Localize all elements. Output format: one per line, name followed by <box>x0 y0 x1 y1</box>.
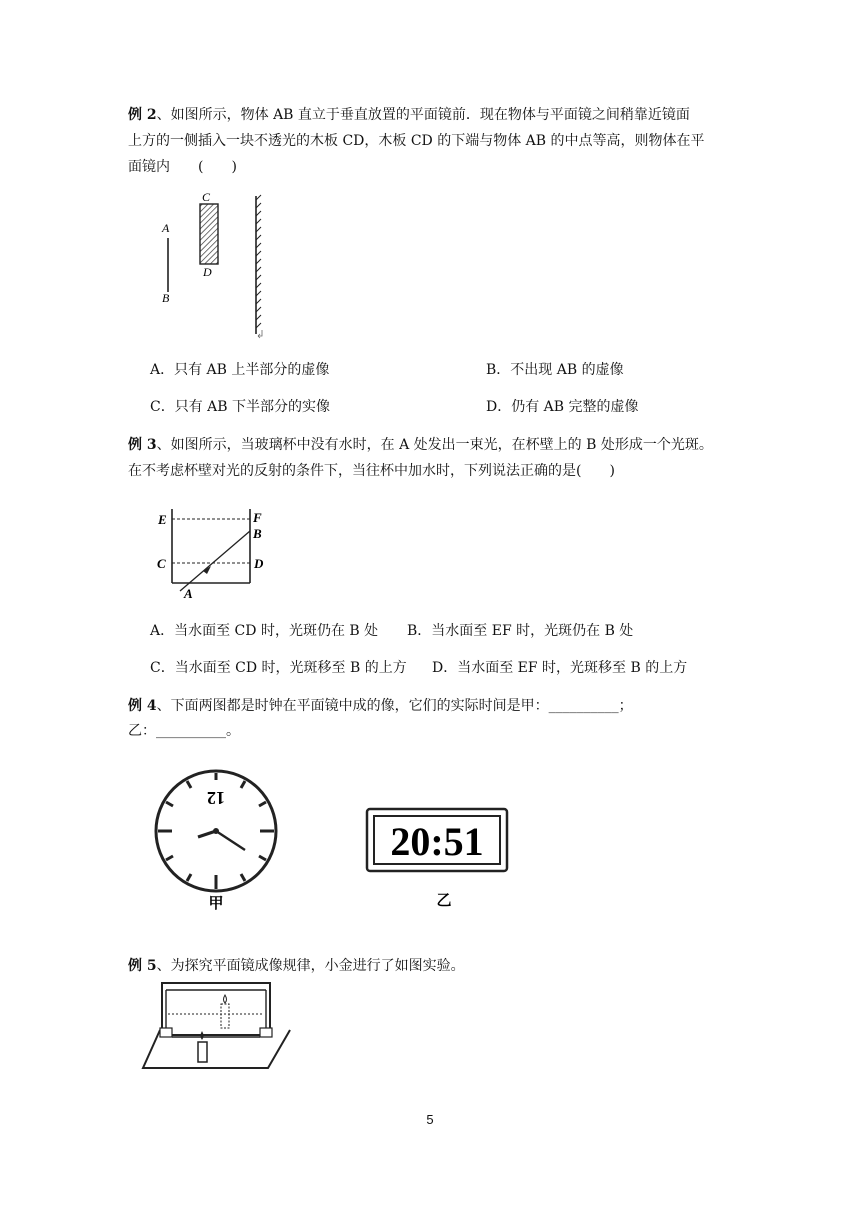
ex4-line-1: 例 4、下面两图都是时钟在平面镜中成的像，它们的实际时间是甲：__________； <box>128 698 633 714</box>
label-f: F <box>253 510 262 525</box>
ex3-option-c: C．当水面至 CD 时，光斑移至 B 的上方 <box>150 660 407 676</box>
ex2-option-b: B．不出现 AB 的虚像 <box>486 362 624 378</box>
label-b: B <box>162 291 170 305</box>
caption-jia: 甲 <box>208 896 224 912</box>
label-a: A <box>162 221 170 235</box>
ex3-line-2: 在不考虑杯壁对光的反射的条件下，当往杯中加水时，下列说法正确的是( ) <box>128 463 615 479</box>
board-cd <box>200 204 218 264</box>
ex3-label: 例 3 <box>128 437 157 453</box>
ex2-option-a: A．只有 AB 上半部分的虚像 <box>150 362 330 378</box>
analog-clock-mirror-image <box>150 768 290 913</box>
ex2-line-3: 面镜内 ( ) <box>128 159 237 175</box>
ex3-line-1: 例 3、如图所示，当玻璃杯中没有水时，在 A 处发出一束光，在杯壁上的 B 处形成一个光斑。 <box>128 437 713 453</box>
ex5-label: 例 5 <box>128 958 157 974</box>
label-c: C <box>202 190 211 204</box>
ex2-option-c: C．只有 AB 下半部分的实像 <box>150 399 331 415</box>
ex3-option-a: A．当水面至 CD 时，光斑仍在 B 处 <box>150 623 379 639</box>
ex2-option-d: D．仍有 AB 完整的虚像 <box>486 399 639 415</box>
ex4-line-2: 乙：__________。 <box>128 723 240 739</box>
clock-minute-hand <box>216 831 245 850</box>
ex5-experiment-figure <box>138 978 298 1073</box>
ex4-label: 例 4 <box>128 698 157 714</box>
label-d: D <box>203 265 212 279</box>
ex5-line-1: 例 5、为探究平面镜成像规律，小金进行了如图实验。 <box>128 958 465 974</box>
ex2-mirror-figure <box>150 188 280 348</box>
label-c: C <box>157 556 166 571</box>
digital-time: 20:51 <box>390 819 484 864</box>
digital-clock-mirror-image <box>365 805 515 910</box>
ex2-line-2: 上方的一侧插入一块不透光的木板 CD，木板 CD 的下端与物体 AB 的中点等高，则物体在平 <box>128 133 705 149</box>
label-d: D <box>254 556 264 571</box>
label-a: A <box>184 586 193 600</box>
page-number: 5 <box>426 1112 434 1127</box>
caption-yi: 乙 <box>436 893 452 909</box>
candle-image <box>221 995 229 1028</box>
label-e: E <box>158 512 167 527</box>
ex3-option-d: D．当水面至 EF 时，光斑移至 B 的上方 <box>432 660 688 676</box>
label-b: B <box>253 526 262 541</box>
clock-number-12-mirrored: 12 <box>207 788 225 808</box>
ex2-line-1: 例 2、如图所示，物体 AB 直立于垂直放置的平面镜前．现在物体与平面镜之间稍靠近镜面 <box>128 107 690 123</box>
ex3-option-b: B．当水面至 EF 时，光斑仍在 B 处 <box>407 623 634 639</box>
light-ray <box>180 531 250 591</box>
ex3-glass-figure <box>150 505 280 600</box>
ex2-label: 例 2 <box>128 107 157 123</box>
